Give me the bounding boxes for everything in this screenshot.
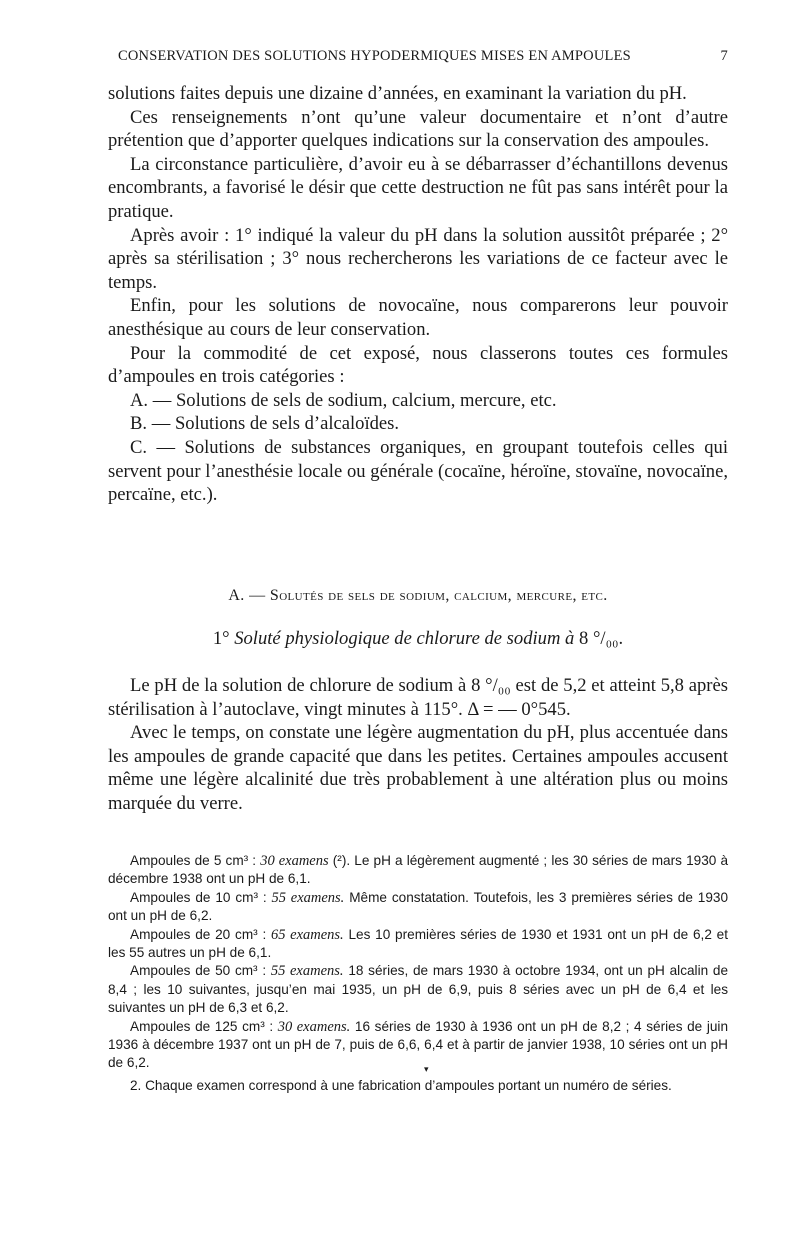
note-count: 65 examens. [271, 926, 344, 943]
note-lead: Ampoules de 5 cm³ : [130, 853, 257, 868]
note-text: 16 séries de 1930 à 1936 ont un pH de 8,2 ; 4 séries de juin 1936 à décembre 1937 ont un pH de 7, puis de 6,6, 6,4 et à partir de janvier 1938, 10 séries ont un pH de 6,2. [108, 1018, 729, 1071]
note-lead: Ampoules de 50 cm³ : [130, 963, 267, 979]
category-item-b: B. — Solutions de sels d’alcaloïdes. [130, 413, 400, 435]
footnote [108, 1077, 728, 1095]
paragraph: Enfin, pour les solutions de novocaïne, nous comparerons leur pouvoir anesthésique au cours de leur conservation. [108, 295, 728, 340]
note-item [108, 962, 728, 1017]
paragraph: La circonstance particulière, d’avoir eu à se débarrasser d’échantillons devenus encombrants, a favorisé le désir que cette destruction ne fût pas sans intérêt pour la pratique. [108, 153, 728, 222]
print-mark: ▾ [424, 1064, 429, 1074]
section-heading: A. — Solutés de sels de sodium, calcium, mercure, etc. [228, 587, 608, 604]
note-count: 55 examens. [271, 889, 345, 906]
note-text: Même constatation. Toutefois, les 3 premières séries de 1930 ont un pH de 6,2. [108, 889, 729, 924]
note-item [108, 1018, 728, 1073]
notes-block [108, 852, 728, 1073]
section-text [108, 674, 728, 816]
note-count: 30 examens. [277, 1018, 351, 1035]
note-count: 55 examens. [270, 963, 344, 980]
subsection-title: Soluté physiologique de chlorure de sodium à [234, 628, 575, 649]
note-count: 30 examens [260, 853, 329, 869]
paragraph: Après avoir : 1° indiqué la valeur du pH dans la solution aussitôt préparée ; 2° après sa stérilisation ; 3° nous rechercherons les variations de ce facteur avec le temps. [108, 224, 728, 293]
footnote-text: 2. Chaque examen correspond à une fabrication d’ampoules portant un numéro de séries. [130, 1078, 672, 1093]
note-lead: Ampoules de 125 cm³ : [130, 1018, 274, 1034]
category-item-c: C. — Solutions de substances organiques, en groupant toutefois celles qui servent pour l’anesthésie locale ou générale (cocaïne, héroïne, stovaïne, novocaïne, percaïne, etc.). [108, 436, 728, 506]
note-item [108, 852, 728, 889]
note-lead: Ampoules de 10 cm³ : [130, 889, 267, 905]
note-text: (²). Le pH a légèrement augmenté ; les 30 séries de mars 1930 à décembre 1938 ont un pH de 6,1. [108, 853, 729, 887]
note-text: 18 séries, de mars 1930 à octobre 1934, ont un pH alcalin de 8,4 ; les 10 suivantes, jusqu’en mai 1935, un pH de 6,9, puis 8 séries avec un pH de 6,4 et les suivantes un pH de 6,3 et 6,2. [108, 963, 729, 1016]
paragraph: Pour la commodité de cet exposé, nous classerons toutes ces formules d’ampoules en trois catégories : [108, 342, 728, 388]
note-text: Les 10 premières séries de 1930 et 1931 ont un pH de 6,2 et les 55 autres un pH de 6,1. [108, 926, 728, 961]
paragraph: Ces renseignements n’ont qu’une valeur documentaire et n’ont d’autre prétention que d’apporter quelques indications sur la conservation des ampoules. [108, 106, 728, 152]
header-title: CONSERVATION DES SOLUTIONS HYPODERMIQUES MISES EN AMPOULES [118, 48, 631, 64]
paragraph: Le pH de la solution de chlorure de sodium à 8 °/₀₀ est de 5,2 et atteint 5,8 après stérilisation à l’autoclave, vingt minutes à 115°. Δ = — 0°545. [108, 675, 728, 720]
intro-text [108, 82, 728, 507]
paragraph: solutions faites depuis une dizaine d’années, en examinant la variation du pH. [108, 83, 687, 104]
category-item-a: A. — Solutions de sels de sodium, calcium, mercure, etc. [130, 389, 557, 411]
note-lead: Ampoules de 20 cm³ : [130, 926, 267, 942]
note-item [108, 889, 728, 926]
note-item [108, 926, 728, 963]
paragraph: Avec le temps, on constate une légère augmentation du pH, plus accentuée dans les ampoules de grande capacité que dans les petites. Certaines ampoules accusent même une légère alcalinité due très probablement à une altération plus ou moins marquée du verre. [108, 722, 728, 814]
subsection-value: 8 °/₀₀. [579, 628, 624, 649]
subsection-heading [108, 628, 728, 650]
subsection-number: 1° [212, 628, 230, 649]
page-number: 7 [720, 48, 728, 64]
